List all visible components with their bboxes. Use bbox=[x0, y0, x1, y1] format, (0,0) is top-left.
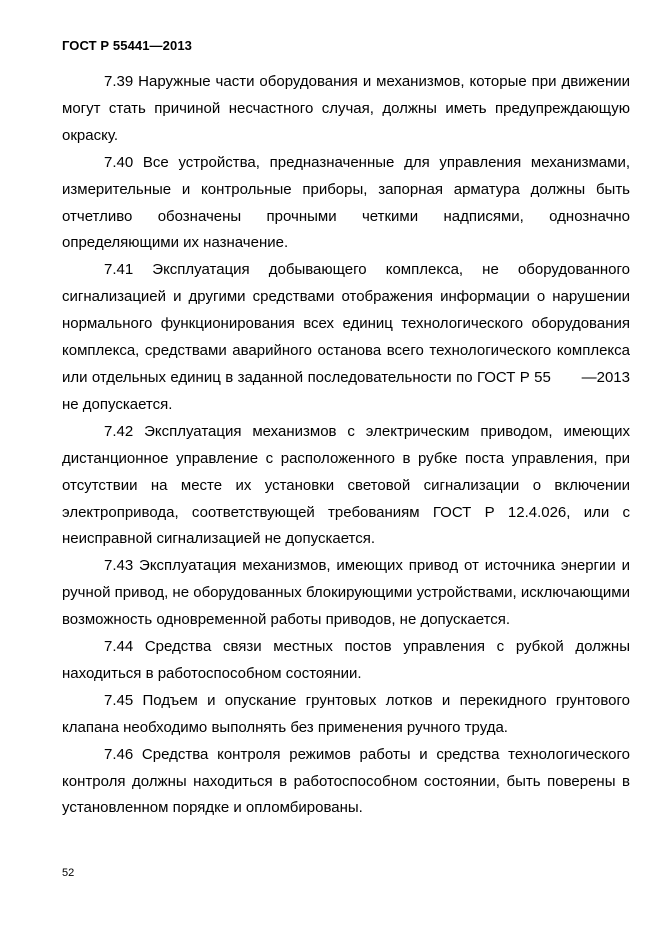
document-header: ГОСТ Р 55441—2013 bbox=[62, 38, 192, 53]
paragraph-7-43: 7.43 Эксплуатация механизмов, имеющих привод от источника энергии и ручной привод, не оборудованных блокирующими устройствами, исключающими возможность одновременной работы приводов, не допускается. bbox=[62, 557, 630, 629]
paragraph-7-44: 7.44 Средства связи местных постов управления с рубкой должны находиться в работоспособном состоянии. bbox=[62, 638, 630, 682]
document-body bbox=[62, 69, 635, 822]
paragraph-7-42: 7.42 Эксплуатация механизмов с электрическим приводом, имеющих дистанционное управление с расположенного в рубке поста управления, при отсутствии на месте их установки световой сигнализации о включении электропривода, соответствующей требованиям ГОСТ Р 12.4.026, или с неисправной сигнализацией не допускается. bbox=[62, 422, 630, 548]
paragraph-7-45: 7.45 Подъем и опускание грунтовых лотков и перекидного грунтового клапана необходимо выполнять без применения ручного труда. bbox=[62, 691, 630, 736]
paragraph-7-39: 7.39 Наружные части оборудования и механизмов, которые при движении могут стать причиной несчастного случая, должны иметь предупреждающую окраску. bbox=[62, 73, 630, 144]
page-number: 52 bbox=[62, 867, 75, 879]
paragraph-7-41: 7.41 Эксплуатация добывающего комплекса, не оборудованного сигнализацией и другими средствами отображения информации о нарушении нормального функционирования всех единиц технологического оборудования комплекса, средствами аварийного останова всего технологического комплекса или отдельных единиц в заданной последовательности по ГОСТ Р 55 —2013 не допускается. bbox=[62, 261, 635, 413]
paragraph-7-46: 7.46 Средства контроля режимов работы и средства технологического контроля должны находиться в работоспособном состоянии, быть поверены в установленном порядке и опломбированы. bbox=[62, 745, 630, 817]
paragraph-7-40: 7.40 Все устройства, предназначенные для управления механизмами, измерительные и контрольные приборы, запорная арматура должны быть отчетливо обозначены прочными четкими надписями, однозначно определяющими их назначение. bbox=[62, 153, 630, 252]
